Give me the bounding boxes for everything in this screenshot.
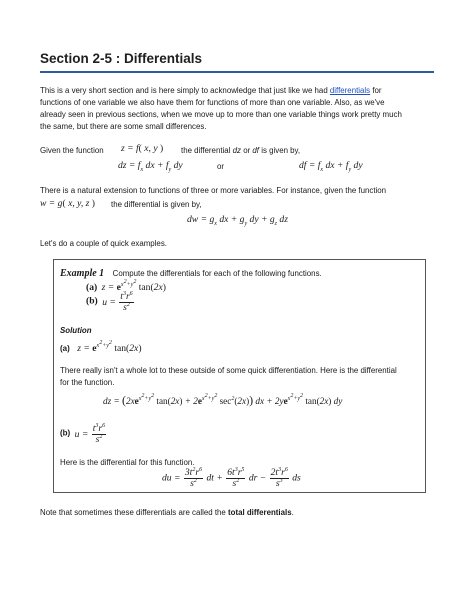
solution-b-differential: du = $\frac{3t^2r^6}{s^2}$ dt + $\frac{6t^3r^5}{s^2}$ dr − $\frac{2t^3r^6}{s^3}$ ds [162,466,301,489]
given-after-text: the differential [181,146,231,155]
given-function-text [40,145,104,157]
or-label: or [217,162,225,171]
intro-text-after: for [370,86,382,95]
solution-heading: Solution [60,326,92,335]
quick-examples-text: Let's do a couple of quick examples. [40,239,167,248]
example-b-function: u = $\frac{t^3r^6}{s^2}$ [102,291,133,314]
note-bold: total differentials [228,508,292,517]
extension-line-2: the differential is given by, [111,200,202,209]
page-title: Section 2-5 : Differentials [40,51,203,66]
example-b [86,292,135,313]
given-before: Given the function [40,146,104,155]
solution-a-function: $z = e^{x^2+y^2}$ tan(2x) [77,339,142,354]
intro-line-3: already seen in previous sections, when we move up to more than one variable things work pretty much [40,110,402,119]
title-underline [40,71,434,73]
solution-b [60,424,107,445]
or-word: or [243,146,251,155]
note-text [40,507,294,519]
example-prompt: Compute the differentials for each of the following functions. [112,269,322,278]
solution-a [60,338,142,356]
is-given-text: is given by, [261,146,301,155]
solution-a-differential: dz = ($2xe^{x^2+y^2}$ $\tan(2x) + 2e^{x^2+y^2}$ $\sec^2(2x)$) dx + $2ye^{x^2+y^2}$ tan(2x) dy [103,392,343,407]
example-label: Example 1 [60,268,105,279]
intro-text: This is a very short section and is here simply to acknowledge that just like we had [40,86,330,95]
differentials-link[interactable]: differentials [329,86,371,95]
solution-b-function: u = $\frac{t^3r^6}{s^2}$ [74,423,106,446]
example-a-label: (a) [86,282,98,293]
solution-text-1-line-1: There really isn't a whole lot to these outside of some quick differentiation. Here is the differential [60,366,397,375]
solution-b-label: (b) [60,428,71,438]
intro-line-2: functions of one variable we also have them for functions of more than one variable. Also, as we've [40,98,385,107]
extension-line-1: There is a natural extension to functions of three or more variables. For instance, given the function [40,186,387,195]
example-a-function: $z = e^{x^2+y^2}$ tan(2x) [101,278,166,293]
note-after: . [291,508,294,517]
df-label: df [252,146,260,155]
dw-formula: dw = $g_x$ dx + $g_y$ dy + $g_z$ dz [187,214,288,227]
function-w-of-xyz: w = g( x, y, z ) [40,198,95,209]
solution-text-1-line-2: for the function. [60,378,115,387]
dz-formula: dz = $f_x$ dx + $f_y$ dy [118,160,183,173]
df-formula: df = $f_x$ dx + $f_y$ dy [299,160,363,173]
dz-label: dz [232,146,241,155]
solution-a-label: (a) [60,344,70,353]
example-b-label: (b) [86,295,98,307]
given-after [181,145,300,157]
solution-text-2: Here is the differential for this function. [60,458,195,467]
note-before: Note that sometimes these differentials are called the [40,508,229,517]
intro-line-1 [40,85,440,97]
intro-line-4: the same, but there are some small differences. [40,122,207,131]
function-z-of-xy: z = f( x, y ) [121,143,164,154]
